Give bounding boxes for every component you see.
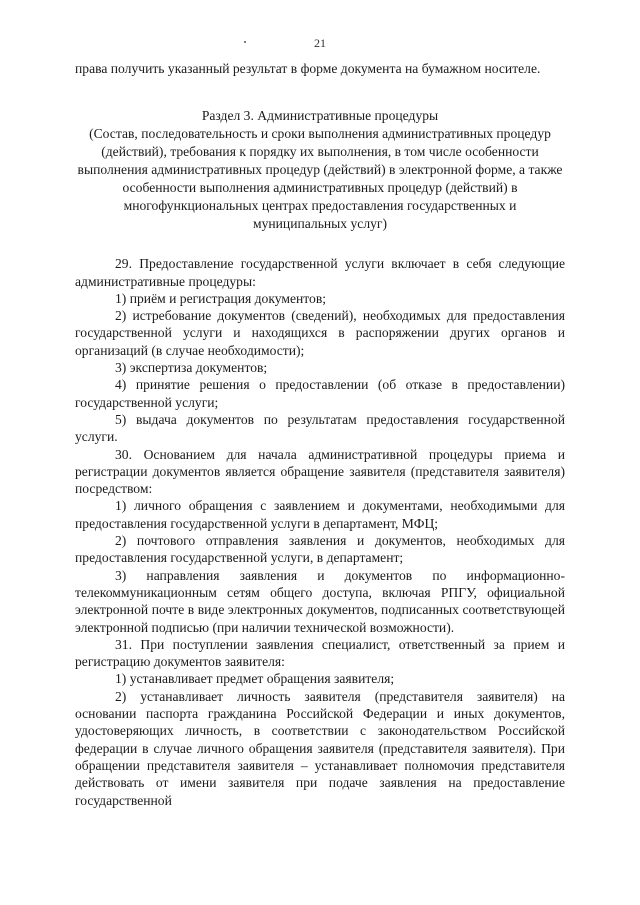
list-item: 2) устанавливает личность заявителя (представителя заявителя) на основании паспорта гражданина Российской Федерации и иных документов, удостоверяющих личность, в соответствии с законодательством Российской федерации в случае личного обращения заявителя (представителя заявителя). При обращении представителя заявителя – устанавливает полномочия представителя действовать от имени заявителя при подаче заявления на предоставление государственной xyxy=(75,688,565,808)
scan-artifact-dot xyxy=(244,41,246,43)
list-item: 3) экспертиза документов; xyxy=(115,360,268,376)
section-body xyxy=(75,255,565,809)
list-item: 1) приём и регистрация документов; xyxy=(115,290,327,306)
list-item: 3) направления заявления и документов по информационно-телекоммуникационным сетям общего доступа, включая РПГУ, официальной электронной почте в виде электронных документов, подписанных соответствующей электронной подписью (при наличии технической возможности). xyxy=(75,567,565,635)
list-item: 5) выдача документов по результатам предоставления государственной услуги. xyxy=(75,411,565,445)
document-body xyxy=(75,60,565,809)
intro-paragraph: права получить указанный результат в форме документа на бумажном носителе. xyxy=(75,61,541,76)
list-item: 4) принятие решения о предоставлении (об отказе в предоставлении) государственной услуги; xyxy=(75,377,565,410)
paragraph-29: 29. Предоставление государственной услуги включает в себя следующие административные процедуры: xyxy=(75,256,565,289)
paragraph-30: 30. Основанием для начала административной процедуры приема и регистрации документов является обращение заявителя (представителя заявителя) посредством: xyxy=(75,446,565,497)
list-item: 1) устанавливает предмет обращения заявителя; xyxy=(115,671,395,687)
list-item: 2) почтового отправления заявления и документов, необходимых для предоставления государственной услуги, в департамент; xyxy=(75,533,565,566)
section-title: Раздел 3. Административные процедуры xyxy=(201,108,439,124)
section-subtitle: (Состав, последовательность и сроки выполнения административных процедур (действий), требования к порядку их выполнения, в том числе особенности выполнения административных процедур (действий) в электронной форме, а также особенности выполнения административных процедур (действий) в многофункциональных центрах предоставления государственных и муниципальных услуг) xyxy=(77,126,563,232)
section-heading xyxy=(75,107,565,233)
list-item: 2) истребование документов (сведений), необходимых для предоставления государственной услуги и находящихся в распоряжении других органов и организаций (в случае необходимости); xyxy=(75,308,565,358)
paragraph-31: 31. При поступлении заявления специалист, ответственный за прием и регистрацию документов заявителя: xyxy=(75,636,565,670)
list-item: 1) личного обращения с заявлением и документами, необходимыми для предоставления государственной услуги в департамент, МФЦ; xyxy=(75,498,565,531)
page-number: 21 xyxy=(314,36,326,50)
